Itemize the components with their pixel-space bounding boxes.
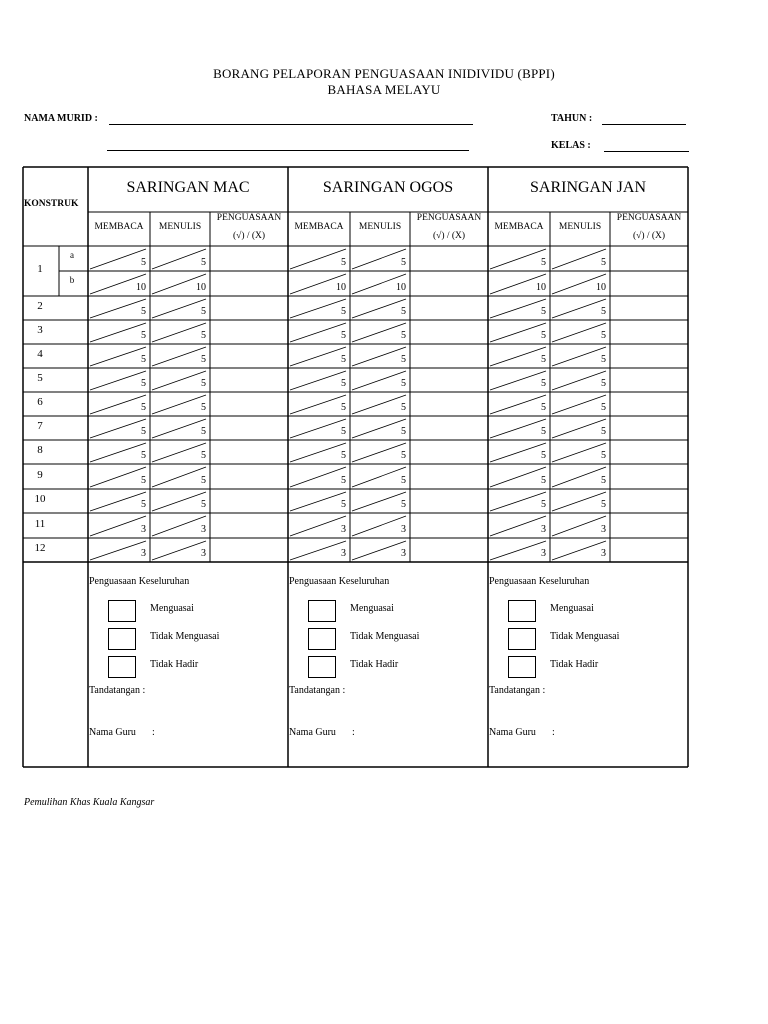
max-score: 5	[141, 354, 146, 365]
penguasaan-cell[interactable]	[610, 440, 688, 464]
penguasaan-cell[interactable]	[410, 368, 488, 392]
checkbox[interactable]	[108, 600, 136, 622]
row-label: 8	[37, 444, 43, 456]
tanda-header: (√) / (X)	[632, 231, 666, 241]
option-label: Menguasai	[550, 603, 594, 614]
max-score: 5	[341, 499, 346, 510]
max-score: 3	[401, 524, 406, 535]
checkbox[interactable]	[308, 600, 336, 622]
nama-guru-label: Nama Guru	[289, 727, 336, 738]
max-score: 5	[201, 306, 206, 317]
checkbox[interactable]	[508, 600, 536, 622]
row-label: 7	[37, 420, 43, 432]
checkbox[interactable]	[508, 656, 536, 678]
checkbox[interactable]	[308, 628, 336, 650]
max-score: 10	[196, 282, 206, 293]
max-score: 3	[201, 548, 206, 559]
max-score: 5	[601, 475, 606, 486]
max-score: 3	[141, 548, 146, 559]
max-score: 5	[201, 378, 206, 389]
penguasaan-cell[interactable]	[210, 416, 288, 440]
row-label: 6	[37, 396, 43, 408]
option-label: Tidak Hadir	[350, 659, 399, 670]
nama-guru-colon: :	[352, 727, 355, 738]
max-score: 3	[341, 548, 346, 559]
max-score: 5	[541, 402, 546, 413]
max-score: 5	[401, 450, 406, 461]
checkbox[interactable]	[308, 656, 336, 678]
penguasaan-cell[interactable]	[610, 489, 688, 513]
max-score: 5	[401, 378, 406, 389]
footer-note: Pemulihan Khas Kuala Kangsar	[24, 797, 155, 808]
nama-guru-label: Nama Guru	[489, 727, 536, 738]
row-label: 11	[34, 517, 46, 530]
max-score: 3	[541, 548, 546, 559]
max-score: 5	[401, 257, 406, 268]
max-score: 5	[401, 402, 406, 413]
row-sub-label: a	[70, 250, 74, 260]
menulis-header: MENULIS	[558, 222, 602, 232]
option-label: Menguasai	[150, 603, 194, 614]
penguasaan-cell[interactable]	[410, 246, 488, 271]
option-label: Tidak Hadir	[550, 659, 599, 670]
max-score: 5	[341, 450, 346, 461]
option-label: Menguasai	[350, 603, 394, 614]
penguasaan-cell[interactable]	[410, 271, 488, 296]
penguasaan-cell[interactable]	[610, 296, 688, 320]
penguasaan-cell[interactable]	[410, 320, 488, 344]
tanda-header: (√) / (X)	[432, 231, 466, 241]
penguasaan-cell[interactable]	[210, 513, 288, 538]
option-label: Tidak Menguasai	[150, 631, 220, 642]
penguasaan-cell[interactable]	[410, 440, 488, 464]
max-score: 5	[201, 499, 206, 510]
max-score: 5	[401, 354, 406, 365]
max-score: 5	[401, 426, 406, 437]
menulis-header: MENULIS	[358, 222, 402, 232]
max-score: 5	[541, 499, 546, 510]
max-score: 5	[541, 450, 546, 461]
penguasaan-cell[interactable]	[210, 296, 288, 320]
penguasaan-cell[interactable]	[410, 538, 488, 562]
max-score: 5	[401, 499, 406, 510]
max-score: 5	[141, 450, 146, 461]
menulis-header: MENULIS	[158, 222, 202, 232]
penguasaan-cell[interactable]	[210, 271, 288, 296]
row-label: 10	[34, 493, 46, 505]
max-score: 5	[541, 306, 546, 317]
section-header-3: SARINGAN JAN	[529, 179, 646, 196]
max-score: 5	[341, 306, 346, 317]
penguasaan-header: PENGUASAAN	[616, 213, 682, 223]
max-score: 5	[341, 475, 346, 486]
penguasaan-cell[interactable]	[410, 513, 488, 538]
penguasaan-cell[interactable]	[210, 320, 288, 344]
row-label: 2	[37, 300, 43, 312]
max-score: 5	[601, 499, 606, 510]
tandatangan-label: Tandatangan :	[489, 685, 546, 696]
section-header-2: SARINGAN OGOS	[322, 179, 454, 196]
summary-heading: Penguasaan Keseluruhan	[289, 576, 390, 587]
summary-heading: Penguasaan Keseluruhan	[89, 576, 190, 587]
max-score: 5	[541, 378, 546, 389]
row-label: 4	[37, 348, 43, 360]
option-label: Tidak Hadir	[150, 659, 199, 670]
max-score: 5	[201, 257, 206, 268]
max-score: 5	[541, 354, 546, 365]
checkbox[interactable]	[108, 656, 136, 678]
max-score: 5	[401, 330, 406, 341]
max-score: 5	[141, 475, 146, 486]
row-label: 3	[37, 324, 43, 336]
penguasaan-cell[interactable]	[610, 246, 688, 271]
form-subtitle: BAHASA MELAYU	[327, 82, 441, 97]
penguasaan-cell[interactable]	[610, 513, 688, 538]
membaca-header: MEMBACA	[94, 222, 144, 232]
max-score: 3	[541, 524, 546, 535]
max-score: 5	[601, 426, 606, 437]
max-score: 3	[141, 524, 146, 535]
max-score: 10	[336, 282, 346, 293]
max-score: 5	[601, 257, 606, 268]
max-score: 5	[341, 426, 346, 437]
max-score: 5	[341, 257, 346, 268]
penguasaan-cell[interactable]	[410, 296, 488, 320]
nama-murid-label: NAMA MURID :	[24, 113, 98, 124]
row-sub-label: b	[69, 275, 75, 285]
max-score: 3	[201, 524, 206, 535]
row-label: 5	[37, 372, 43, 384]
tahun-label: TAHUN :	[551, 113, 593, 124]
tandatangan-label: Tandatangan :	[289, 685, 346, 696]
nama-guru-colon: :	[152, 727, 155, 738]
max-score: 5	[201, 426, 206, 437]
max-score: 10	[536, 282, 546, 293]
penguasaan-cell[interactable]	[610, 271, 688, 296]
section-header-1: SARINGAN MAC	[126, 179, 250, 196]
tanda-header: (√) / (X)	[232, 231, 266, 241]
penguasaan-cell[interactable]	[210, 464, 288, 489]
max-score: 10	[396, 282, 406, 293]
penguasaan-header: PENGUASAAN	[216, 213, 282, 223]
max-score: 5	[401, 475, 406, 486]
row-label: 12	[34, 542, 46, 554]
checkbox[interactable]	[508, 628, 536, 650]
max-score: 5	[201, 354, 206, 365]
konstruk-header: KONSTRUK	[24, 199, 79, 209]
penguasaan-cell[interactable]	[210, 440, 288, 464]
penguasaan-cell[interactable]	[210, 392, 288, 416]
max-score: 10	[596, 282, 606, 293]
max-score: 5	[201, 402, 206, 413]
max-score: 5	[601, 450, 606, 461]
max-score: 5	[141, 426, 146, 437]
penguasaan-cell[interactable]	[610, 416, 688, 440]
max-score: 5	[601, 378, 606, 389]
max-score: 5	[601, 330, 606, 341]
penguasaan-cell[interactable]	[210, 489, 288, 513]
max-score: 5	[141, 257, 146, 268]
max-score: 5	[341, 402, 346, 413]
form-title: BORANG PELAPORAN PENGUASAAN INIDIVIDU (BPPI)	[213, 66, 555, 81]
max-score: 5	[201, 450, 206, 461]
penguasaan-cell[interactable]	[610, 392, 688, 416]
row-label: 9	[37, 468, 43, 481]
penguasaan-cell[interactable]	[610, 538, 688, 562]
tandatangan-label: Tandatangan :	[89, 685, 146, 696]
option-label: Tidak Menguasai	[350, 631, 420, 642]
max-score: 3	[601, 524, 606, 535]
max-score: 5	[341, 378, 346, 389]
penguasaan-cell[interactable]	[210, 538, 288, 562]
penguasaan-cell[interactable]	[610, 464, 688, 489]
max-score: 5	[141, 378, 146, 389]
penguasaan-cell[interactable]	[610, 344, 688, 368]
checkbox[interactable]	[108, 628, 136, 650]
max-score: 5	[341, 354, 346, 365]
max-score: 5	[201, 330, 206, 341]
max-score: 5	[541, 330, 546, 341]
membaca-header: MEMBACA	[294, 222, 344, 232]
penguasaan-cell[interactable]	[610, 368, 688, 392]
option-label: Tidak Menguasai	[550, 631, 620, 642]
max-score: 5	[541, 257, 546, 268]
penguasaan-header: PENGUASAAN	[416, 213, 482, 223]
penguasaan-cell[interactable]	[410, 416, 488, 440]
max-score: 5	[201, 475, 206, 486]
penguasaan-cell[interactable]	[410, 489, 488, 513]
penguasaan-cell[interactable]	[410, 392, 488, 416]
max-score: 5	[141, 330, 146, 341]
penguasaan-cell[interactable]	[210, 246, 288, 271]
membaca-header: MEMBACA	[494, 222, 544, 232]
max-score: 5	[401, 306, 406, 317]
penguasaan-cell[interactable]	[410, 464, 488, 489]
max-score: 3	[401, 548, 406, 559]
nama-guru-colon: :	[552, 727, 555, 738]
max-score: 5	[141, 306, 146, 317]
summary-heading: Penguasaan Keseluruhan	[489, 576, 590, 587]
max-score: 5	[541, 426, 546, 437]
max-score: 3	[341, 524, 346, 535]
max-score: 5	[141, 499, 146, 510]
nama-guru-label: Nama Guru	[89, 727, 136, 738]
max-score: 5	[601, 306, 606, 317]
penguasaan-cell[interactable]	[210, 368, 288, 392]
max-score: 5	[341, 330, 346, 341]
max-score: 10	[136, 282, 146, 293]
max-score: 5	[601, 354, 606, 365]
kelas-label: KELAS :	[551, 140, 591, 151]
max-score: 5	[141, 402, 146, 413]
penguasaan-cell[interactable]	[610, 320, 688, 344]
max-score: 5	[541, 475, 546, 486]
penguasaan-cell[interactable]	[210, 344, 288, 368]
penguasaan-cell[interactable]	[410, 344, 488, 368]
row-label: 1	[37, 263, 43, 275]
max-score: 5	[601, 402, 606, 413]
max-score: 3	[601, 548, 606, 559]
